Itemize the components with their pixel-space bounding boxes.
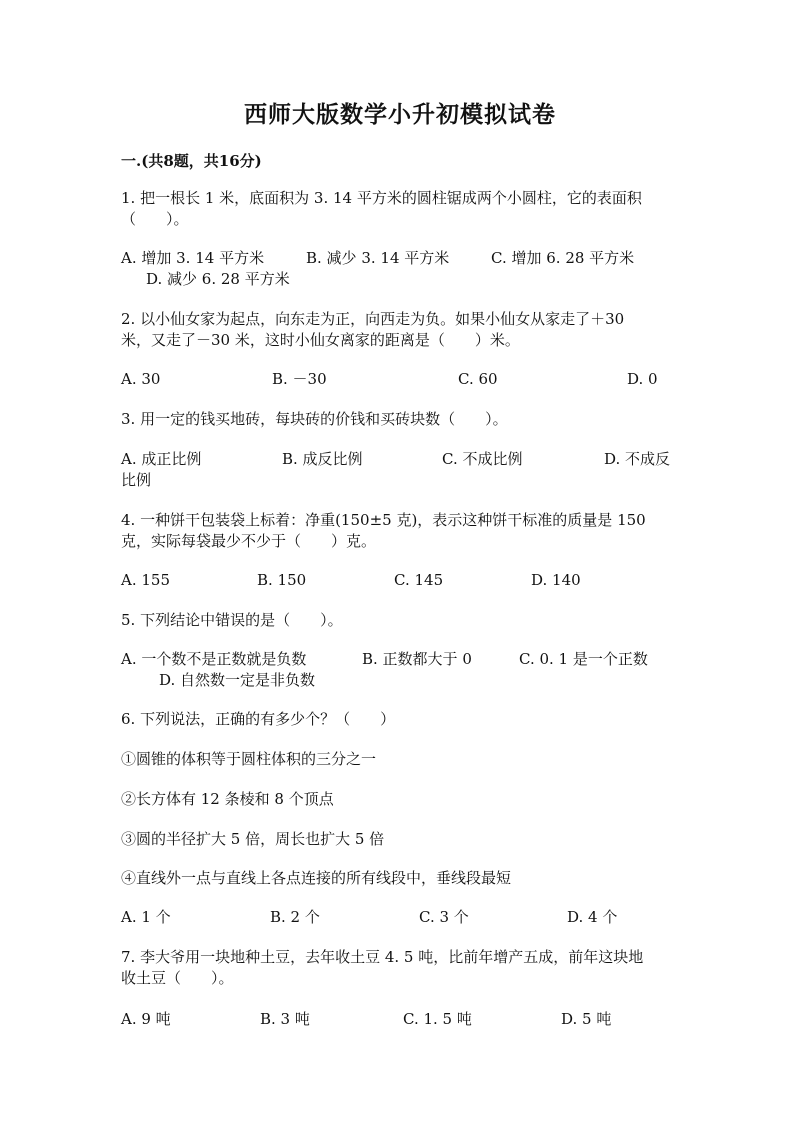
question-2-option-a: A. 30 bbox=[121, 370, 161, 388]
question-5-option-d: D. 自然数一定是非负数 bbox=[159, 671, 316, 689]
question-2-option-d: D. 0 bbox=[627, 370, 658, 388]
question-6-option-a: A. 1 个 bbox=[121, 908, 171, 926]
question-3-option-a: A. 成正比例 bbox=[121, 450, 202, 468]
question-1-option-b: B. 减少 3. 14 平方米 bbox=[306, 249, 450, 267]
question-7-option-c: C. 1. 5 吨 bbox=[403, 1010, 472, 1028]
question-1-option-c: C. 增加 6. 28 平方米 bbox=[491, 249, 635, 267]
question-5-option-a: A. 一个数不是正数就是负数 bbox=[121, 650, 307, 668]
question-3-option-d-continued: 比例 bbox=[121, 471, 152, 489]
question-3-option-b: B. 成反比例 bbox=[282, 450, 363, 468]
question-5-option-b: B. 正数都大于 0 bbox=[362, 650, 472, 668]
question-1-stem-line-1: 1. 把一根长 1 米，底面积为 3. 14 平方米的圆柱锯成两个小圆柱，它的表面积 bbox=[121, 189, 642, 207]
question-5-stem-line-1: 5. 下列结论中错误的是（ ）。 bbox=[121, 611, 343, 629]
question-7-option-a: A. 9 吨 bbox=[121, 1010, 171, 1028]
question-2-stem-line-2: 米，又走了－30 米，这时小仙女离家的距离是（ ）米。 bbox=[121, 331, 520, 349]
question-6-option-c: C. 3 个 bbox=[419, 908, 469, 926]
question-6-statement-1: ①圆锥的体积等于圆柱体积的三分之一 bbox=[121, 750, 377, 768]
question-4-option-c: C. 145 bbox=[394, 571, 444, 589]
question-3-option-c: C. 不成比例 bbox=[442, 450, 523, 468]
question-1-option-d: D. 减少 6. 28 平方米 bbox=[146, 270, 290, 288]
question-5-option-c: C. 0. 1 是一个正数 bbox=[519, 650, 648, 668]
question-3-stem-line-1: 3. 用一定的钱买地砖，每块砖的价钱和买砖块数（ ）。 bbox=[121, 410, 508, 428]
question-7-option-b: B. 3 吨 bbox=[260, 1010, 310, 1028]
section-heading: 一.(共8题，共16分) bbox=[121, 152, 262, 170]
question-6-option-d: D. 4 个 bbox=[567, 908, 618, 926]
question-7-stem-line-1: 7. 李大爷用一块地种土豆，去年收土豆 4. 5 吨，比前年增产五成，前年这块地 bbox=[121, 948, 644, 966]
page-title: 西师大版数学小升初模拟试卷 bbox=[244, 101, 556, 128]
question-1-option-a: A. 增加 3. 14 平方米 bbox=[121, 249, 265, 267]
question-4-option-d: D. 140 bbox=[531, 571, 581, 589]
question-7-option-d: D. 5 吨 bbox=[561, 1010, 612, 1028]
question-6-option-b: B. 2 个 bbox=[270, 908, 320, 926]
question-6-statement-4: ④直线外一点与直线上各点连接的所有线段中，垂线段最短 bbox=[121, 869, 512, 887]
question-6-statement-2: ②长方体有 12 条棱和 8 个顶点 bbox=[121, 790, 334, 808]
question-2-stem-line-1: 2. 以小仙女家为起点，向东走为正，向西走为负。如果小仙女从家走了＋30 bbox=[121, 310, 625, 328]
question-6-statement-3: ③圆的半径扩大 5 倍，周长也扩大 5 倍 bbox=[121, 830, 385, 848]
question-7-stem-line-2: 收土豆（ ）。 bbox=[121, 969, 234, 987]
question-3-option-d: D. 不成反 bbox=[604, 450, 671, 468]
question-2-option-c: C. 60 bbox=[458, 370, 498, 388]
question-4-option-a: A. 155 bbox=[121, 571, 170, 589]
question-4-option-b: B. 150 bbox=[257, 571, 307, 589]
question-6-stem-line-1: 6. 下列说法，正确的有多少个？（ ） bbox=[121, 710, 396, 728]
question-4-stem-line-2: 克，实际每袋最少不少于（ ）克。 bbox=[121, 532, 377, 550]
question-4-stem-line-1: 4. 一种饼干包装袋上标着：净重(150±5 克)，表示这种饼干标准的质量是 150 bbox=[121, 511, 646, 529]
question-2-option-b: B. －30 bbox=[272, 370, 327, 388]
question-1-stem-line-2: （ ）。 bbox=[121, 210, 189, 228]
